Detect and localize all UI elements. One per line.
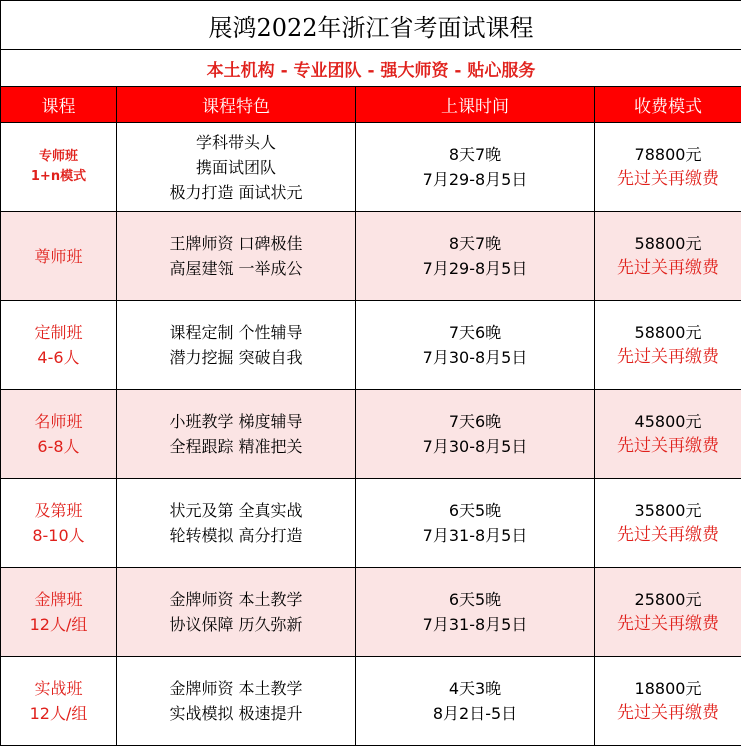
- schedule-dates: 7月31-8月5日: [422, 526, 528, 545]
- column-header-fee: 收费模式: [595, 87, 741, 123]
- feature-line: 金牌师资 本土教学: [169, 679, 303, 698]
- table-row: [1, 212, 741, 301]
- table-row: [1, 657, 741, 746]
- price: 35800元: [634, 501, 702, 520]
- feature-line: 轮转模拟 高分打造: [169, 526, 303, 545]
- column-header-course: 课程: [1, 87, 117, 123]
- schedule-duration: 6天5晚: [448, 501, 502, 520]
- schedule-cell: [356, 657, 595, 746]
- price: 78800元: [634, 145, 702, 164]
- schedule-duration: 6天5晚: [448, 590, 502, 609]
- feature-line: 高屋建瓴 一举成公: [169, 259, 303, 278]
- course-subname: 1+n模式: [30, 169, 87, 184]
- schedule-dates: 8月2日-5日: [432, 704, 518, 723]
- column-header-features: 课程特色: [117, 87, 356, 123]
- fee-cell: [595, 301, 741, 390]
- payment-mode: 先过关再缴费: [617, 614, 719, 634]
- course-subname: 6-8人: [37, 437, 80, 456]
- schedule-duration: 7天6晚: [448, 412, 502, 431]
- price: 45800元: [634, 412, 702, 431]
- table-row: [1, 479, 741, 568]
- features-cell: [117, 479, 356, 568]
- features-cell: [117, 212, 356, 301]
- course-name-cell: [1, 123, 117, 212]
- feature-line: 极力打造 面试状元: [169, 182, 303, 202]
- feature-line: 小班教学 梯度辅导: [169, 412, 303, 431]
- fee-cell: [595, 390, 741, 479]
- course-subname: 12人/组: [29, 704, 88, 723]
- course-name-cell: [1, 301, 117, 390]
- course-name: 名师班: [34, 412, 83, 431]
- schedule-dates: 7月30-8月5日: [422, 437, 528, 456]
- slogan-row: [1, 50, 741, 87]
- feature-line: 课程定制 个性辅导: [169, 323, 303, 342]
- fee-cell: [595, 657, 741, 746]
- course-name-cell: [1, 568, 117, 657]
- course-subname: 12人/组: [29, 615, 88, 634]
- schedule-dates: 7月30-8月5日: [422, 348, 528, 367]
- feature-line: 状元及第 全真实战: [169, 501, 303, 520]
- page-title: 展鸿2022年浙江省考面试课程: [1, 1, 741, 50]
- table-row: [1, 301, 741, 390]
- price: 58800元: [634, 323, 702, 342]
- schedule-duration: 8天7晚: [448, 234, 502, 253]
- feature-line: 学科带头人: [195, 132, 276, 152]
- feature-line: 潜力挖掘 突破自我: [169, 348, 303, 367]
- schedule-duration: 7天6晚: [448, 323, 502, 342]
- payment-mode: 先过关再缴费: [617, 169, 719, 189]
- course-name-cell: [1, 479, 117, 568]
- slogan: 本土机构 - 专业团队 - 强大师资 - 贴心服务: [1, 50, 741, 87]
- column-header-schedule: 上课时间: [356, 87, 595, 123]
- fee-cell: [595, 568, 741, 657]
- course-name: 专师班: [38, 149, 78, 164]
- schedule-cell: [356, 390, 595, 479]
- schedule-cell: [356, 479, 595, 568]
- course-name-cell: [1, 657, 117, 746]
- course-subname: 8-10人: [32, 526, 85, 545]
- payment-mode: 先过关再缴费: [617, 347, 719, 367]
- table-row: [1, 390, 741, 479]
- schedule-cell: [356, 212, 595, 301]
- course-name: 实战班: [34, 679, 83, 698]
- feature-line: 实战模拟 极速提升: [169, 704, 303, 723]
- price: 25800元: [634, 590, 702, 609]
- price: 18800元: [634, 679, 702, 698]
- feature-line: 携面试团队: [195, 157, 276, 177]
- features-cell: [117, 123, 356, 212]
- course-subname: 4-6人: [37, 348, 80, 367]
- payment-mode: 先过关再缴费: [617, 703, 719, 723]
- fee-cell: [595, 479, 741, 568]
- price: 58800元: [634, 234, 702, 253]
- schedule-cell: [356, 123, 595, 212]
- features-cell: [117, 657, 356, 746]
- feature-line: 金牌师资 本土教学: [169, 590, 303, 609]
- fee-cell: [595, 212, 741, 301]
- schedule-dates: 7月29-8月5日: [422, 259, 528, 278]
- payment-mode: 先过关再缴费: [617, 525, 719, 545]
- schedule-dates: 7月29-8月5日: [422, 170, 528, 189]
- schedule-duration: 8天7晚: [448, 145, 502, 164]
- feature-line: 王牌师资 口碑极佳: [169, 234, 303, 253]
- feature-line: 协议保障 历久弥新: [169, 615, 303, 634]
- schedule-dates: 7月31-8月5日: [422, 615, 528, 634]
- features-cell: [117, 301, 356, 390]
- fee-cell: [595, 123, 741, 212]
- course-name: 定制班: [34, 323, 83, 342]
- schedule-cell: [356, 568, 595, 657]
- schedule-duration: 4天3晚: [448, 679, 502, 698]
- header-row: [1, 87, 741, 123]
- course-name: 金牌班: [34, 590, 83, 609]
- payment-mode: 先过关再缴费: [617, 436, 719, 456]
- features-cell: [117, 390, 356, 479]
- course-name-cell: [1, 390, 117, 479]
- table-row: [1, 568, 741, 657]
- payment-mode: 先过关再缴费: [617, 258, 719, 278]
- course-name-cell: [1, 212, 117, 301]
- features-cell: [117, 568, 356, 657]
- schedule-cell: [356, 301, 595, 390]
- feature-line: 全程跟踪 精准把关: [169, 437, 303, 456]
- table-row: [1, 123, 741, 212]
- title-row: [1, 1, 741, 50]
- course-name: 及第班: [34, 501, 83, 520]
- course-name: 尊师班: [34, 246, 83, 266]
